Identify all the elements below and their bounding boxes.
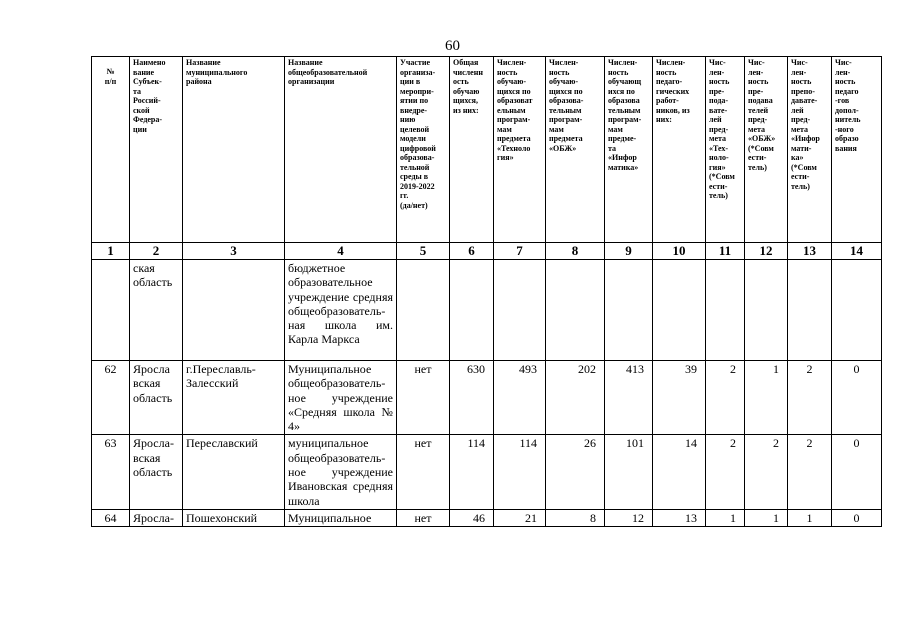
column-number: 3	[183, 243, 285, 260]
informatics-teachers-cell: 2	[788, 361, 832, 435]
column-number: 8	[546, 243, 605, 260]
district-cell: Пошехонский	[183, 509, 285, 526]
total-students-cell	[450, 260, 494, 361]
additional-teachers-cell: 0	[832, 435, 882, 509]
column-number: 7	[494, 243, 546, 260]
data-table	[91, 56, 882, 527]
informatics-teachers-cell: 2	[788, 435, 832, 509]
column-number: 5	[397, 243, 450, 260]
table-row	[92, 361, 882, 435]
table-row	[92, 509, 882, 526]
additional-teachers-cell: 0	[832, 361, 882, 435]
technology-teachers-cell	[706, 260, 745, 361]
table-row	[92, 435, 882, 509]
column-number: 14	[832, 243, 882, 260]
region-cell: Яросла- вская область	[130, 435, 183, 509]
informatics-teachers-cell	[788, 260, 832, 361]
row-number	[92, 260, 130, 361]
column-number: 4	[285, 243, 397, 260]
district-cell: г.Переславль-Залесский	[183, 361, 285, 435]
teachers-cell: 14	[653, 435, 706, 509]
additional-teachers-cell	[832, 260, 882, 361]
column-number: 12	[745, 243, 788, 260]
column-number: 13	[788, 243, 832, 260]
column-header: Чис- лен- ность пре- подава телей пред- мета «ОБЖ» (*Совм ести- тель)	[745, 57, 788, 243]
obzh-students-cell: 26	[546, 435, 605, 509]
total-students-cell: 630	[450, 361, 494, 435]
additional-teachers-cell: 0	[832, 509, 882, 526]
column-number: 10	[653, 243, 706, 260]
obzh-teachers-cell: 1	[745, 361, 788, 435]
teachers-cell: 39	[653, 361, 706, 435]
column-number: 1	[92, 243, 130, 260]
column-header: Название общеобразовательной организации	[285, 57, 397, 243]
teachers-cell: 13	[653, 509, 706, 526]
informatics-students-cell	[605, 260, 653, 361]
obzh-teachers-cell	[745, 260, 788, 361]
technology-students-cell	[494, 260, 546, 361]
technology-students-cell: 493	[494, 361, 546, 435]
participation-cell: нет	[397, 361, 450, 435]
column-header: Числен- ность педаго- гических работ- ников, из них:	[653, 57, 706, 243]
column-header: Числен- ность обучающ ихся по образова тельным програм- мам предме- та «Инфор матика»	[605, 57, 653, 243]
column-header: Чис- лен- ность препо- давате- лей пред- мета «Инфор мати- ка» (*Совм ести- тель)	[788, 57, 832, 243]
column-number-row	[92, 243, 882, 260]
technology-students-cell: 114	[494, 435, 546, 509]
column-header: Общая численн ость обучаю щихся, из них:	[450, 57, 494, 243]
informatics-students-cell: 413	[605, 361, 653, 435]
header-row	[92, 57, 882, 243]
row-number: 63	[92, 435, 130, 509]
total-students-cell: 46	[450, 509, 494, 526]
column-header: Чис- лен- ность педаго -гов допол- нитель -ного образо вания	[832, 57, 882, 243]
district-cell: Переславский	[183, 435, 285, 509]
column-header: Числен- ность обучаю- щихся по образоват ельным програм- мам предмета «Техноло гия»	[494, 57, 546, 243]
participation-cell: нет	[397, 435, 450, 509]
participation-cell: нет	[397, 509, 450, 526]
technology-teachers-cell: 2	[706, 361, 745, 435]
participation-cell	[397, 260, 450, 361]
obzh-teachers-cell: 1	[745, 509, 788, 526]
organization-cell: Муниципальное общеобразователь-ное учреждение «Средняя школа № 4»	[285, 361, 397, 435]
page-number: 60	[445, 38, 460, 54]
obzh-students-cell: 8	[546, 509, 605, 526]
column-header: № п/п	[92, 57, 130, 243]
region-cell: ская область	[130, 260, 183, 361]
column-header: Чис- лен- ность пре- пода- вате- лей пред- мета «Тех- ноло- гия» (*Совм ести- тель)	[706, 57, 745, 243]
column-header: Числен- ность обучаю- щихся по образова- тельным програм- мам предмета «ОБЖ»	[546, 57, 605, 243]
obzh-students-cell: 202	[546, 361, 605, 435]
obzh-teachers-cell: 2	[745, 435, 788, 509]
column-header: Участие организа- ции в меропри- ятии по внедре- нию целевой модели цифровой образова- тельной среды в 2019-2022 гг. (да/нет)	[397, 57, 450, 243]
row-number: 62	[92, 361, 130, 435]
technology-students-cell: 21	[494, 509, 546, 526]
total-students-cell: 114	[450, 435, 494, 509]
column-header: Наимено вание Субъек- та Россий- ской Федера- ции	[130, 57, 183, 243]
informatics-students-cell: 12	[605, 509, 653, 526]
column-number: 11	[706, 243, 745, 260]
organization-cell: Муниципальное	[285, 509, 397, 526]
region-cell: Яросла-	[130, 509, 183, 526]
technology-teachers-cell: 2	[706, 435, 745, 509]
organization-cell: бюджетное образовательное учреждение средняя общеобразователь-ная школа им. Карла Маркса	[285, 260, 397, 361]
table-row	[92, 260, 882, 361]
organization-cell: муниципальное общеобразователь-ное учреждение Ивановская средняя школа	[285, 435, 397, 509]
region-cell: Яросла вская область	[130, 361, 183, 435]
obzh-students-cell	[546, 260, 605, 361]
teachers-cell	[653, 260, 706, 361]
informatics-teachers-cell: 1	[788, 509, 832, 526]
column-number: 2	[130, 243, 183, 260]
district-cell	[183, 260, 285, 361]
column-number: 9	[605, 243, 653, 260]
row-number: 64	[92, 509, 130, 526]
technology-teachers-cell: 1	[706, 509, 745, 526]
informatics-students-cell: 101	[605, 435, 653, 509]
column-header: Название муниципального района	[183, 57, 285, 243]
column-number: 6	[450, 243, 494, 260]
